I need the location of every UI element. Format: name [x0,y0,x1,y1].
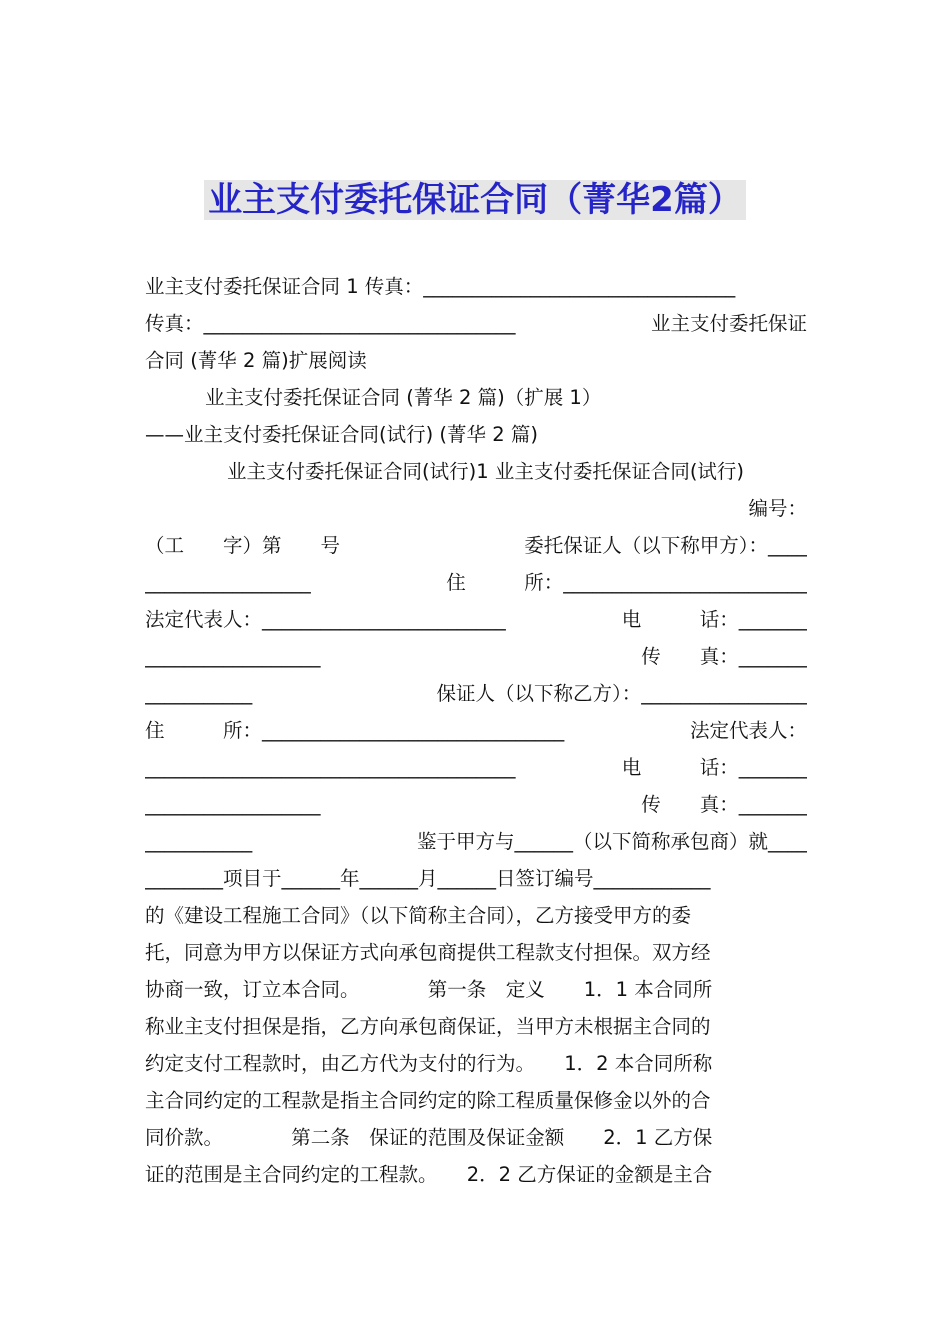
line-text: ________项目于______年______月______日签订编号____________ [145,867,711,890]
line-text: 业主支付委托保证合同(试行)1 业主支付委托保证合同(试行) [227,460,745,483]
line-text: _________________ [145,571,311,594]
document-title-text: 业主支付委托保证合同（菁华2篇） [204,180,746,220]
text-line [145,860,807,897]
text-line [145,1082,807,1119]
text-line [145,934,807,971]
line-text: 同价款。 第二条 保证的范围及保证金额 2．1 乙方保 [145,1126,713,1149]
line-text: 传真：________________________________ [145,312,516,335]
line-text: 协商一致，订立本合同。 第一条 定义 1．1 本合同所 [145,978,713,1001]
text-line [145,342,807,379]
text-line [145,638,807,675]
text-line [145,971,807,1008]
line-text: 证的范围是主合同约定的工程款。 2．2 乙方保证的金额是主合 [145,1163,713,1186]
text-line [145,786,807,823]
line-text-right: 法定代表人： [689,719,807,742]
text-line [145,564,807,601]
text-line [145,416,807,453]
line-text: 主合同约定的工程款是指主合同约定的除工程质量保修金以外的合 [145,1089,711,1112]
line-text: 住 所：_______________________________ [145,719,565,742]
line-text: __________________ [145,645,321,668]
line-text-right: 住 所：_________________________ [446,571,807,594]
text-line [145,268,807,305]
text-line [145,453,807,490]
line-text: 托，同意为甲方以保证方式向承包商提供工程款支付担保。双方经 [145,941,711,964]
text-line [145,675,807,712]
text-line [145,601,807,638]
line-text: 称业主支付担保是指，乙方向承包商保证，当甲方未根据主合同的 [145,1015,711,1038]
line-text-right: 编号： [748,497,807,520]
text-line [145,490,807,527]
text-line [145,1045,807,1082]
line-text-right: 电 话：_______ [621,756,807,779]
text-line [145,379,807,416]
line-text: __________________ [145,793,321,816]
line-text-right: 保证人（以下称乙方）：_________________ [436,682,807,705]
text-line [145,527,807,564]
text-line [145,1119,807,1156]
text-line [145,823,807,860]
text-line [145,305,807,342]
line-text: ______________________________________ [145,756,516,779]
line-text-right: 传 真：_______ [641,645,807,668]
text-line [145,749,807,786]
line-text-right: 传 真：_______ [641,793,807,816]
document-body [145,268,807,1193]
text-line [145,897,807,934]
line-text-right: 电 话：_______ [621,608,807,631]
line-text: 法定代表人：_________________________ [145,608,506,631]
line-text: 约定支付工程款时，由乙方代为支付的行为。 1．2 本合同所称 [145,1052,713,1075]
line-text-right: 业主支付委托保证 [650,312,807,335]
line-text: 的《建设工程施工合同》（以下简称主合同），乙方接受甲方的委 [145,904,692,927]
line-text: 业主支付委托保证合同 1 传真：________________________________ [145,275,736,298]
text-line [145,712,807,749]
line-text-right: 鉴于甲方与______（以下简称承包商）就____ [416,830,807,853]
line-text: 业主支付委托保证合同 (菁华 2 篇)（扩展 1） [205,386,602,409]
line-text: ___________ [145,682,253,705]
line-text-right: 委托保证人（以下称甲方）：____ [524,534,807,557]
line-text: ___________ [145,830,253,853]
line-text: （工 字）第 号 [145,534,341,557]
text-line [145,1156,807,1193]
line-text: 合同 (菁华 2 篇)扩展阅读 [145,349,367,372]
line-text: ——业主支付委托保证合同(试行) (菁华 2 篇) [145,423,538,446]
document-title [0,178,950,222]
text-line [145,1008,807,1045]
